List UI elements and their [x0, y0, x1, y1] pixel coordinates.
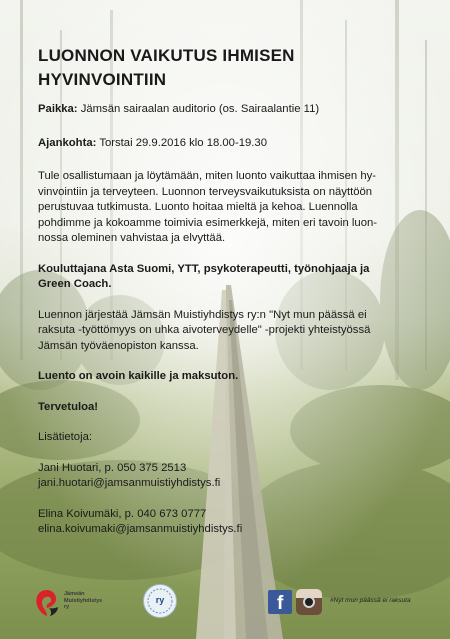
partner-badge: [143, 584, 177, 618]
contact-email[interactable]: elina.koivumaki@jamsanmuistiyhdistys.fi: [38, 523, 243, 535]
logo-line: Jämsän: [64, 591, 85, 597]
contact-email[interactable]: jani.huotari@jamsanmuistiyhdistys.fi: [38, 477, 221, 489]
logo-line: Muistiyhdistys: [64, 597, 103, 604]
time-label: Ajankohta:: [38, 136, 97, 149]
contact-name: Elina Koivumäki, p. 040 673 0777: [38, 507, 207, 520]
contact-1: [38, 461, 416, 492]
badge-label: ry: [155, 595, 165, 605]
description-line: pohdimme ja kokoamme toimivia esimerkkejä, miten eri tavoin luon-: [38, 216, 378, 229]
instagram-lens: [303, 596, 315, 608]
organizer-info: [38, 308, 416, 355]
description-line: Tule osallistumaan ja löytämään, miten luonto vaikuttaa ihmisen hy-: [38, 170, 377, 182]
description-line: nossa oleminen vahvistaa ja elvyttää.: [38, 232, 226, 244]
time-value: Torstai 29.9.2016 klo 18.00-19.30: [99, 136, 268, 149]
trainer-info: [38, 262, 416, 293]
description-line: vinvointiin ja terveyteen. Luonnon terveysvaikutuksista on näyttöön: [38, 185, 373, 198]
time-info: [38, 136, 416, 152]
title-line-1: LUONNON VAIKUTUS IHMISEN: [38, 46, 295, 65]
contact-name: Jani Huotari, p. 050 375 2513: [38, 461, 187, 474]
instagram-icon[interactable]: [296, 589, 322, 615]
place-info: [38, 102, 416, 118]
facebook-glyph: f: [277, 593, 284, 614]
organizer-line: Luennon järjestää Jämsän Muistiyhdistys ry:n "Nyt mun päässä ei: [38, 308, 367, 321]
facebook-icon[interactable]: [268, 590, 292, 614]
contact-2: [38, 507, 416, 538]
place-value: Jämsän sairaalan auditorio (os. Sairaalantie 11): [80, 103, 320, 115]
logo-line: ry: [64, 604, 70, 610]
trainer-line: Kouluttajana Asta Suomi, YTT, psykoterapeutti, työnohjaaja ja: [38, 262, 370, 275]
title-line-2: HYVINVOINTIIN: [38, 70, 167, 89]
hashtag-tagline: #Nyt mun päässä ei raksuta: [330, 597, 411, 604]
trainer-line: Green Coach.: [38, 278, 112, 290]
event-content: [38, 44, 416, 538]
organizer-line: Jämsän työväenopiston kanssa.: [38, 339, 199, 352]
free-note: Luento on avoin kaikille ja maksuton.: [38, 370, 239, 382]
logo-org-name: [64, 591, 102, 611]
description-line: perustuvaa tutkimusta. Luonto hoitaa mieltä ja kehoa. Luennolla: [38, 201, 358, 213]
description: [38, 169, 416, 247]
organizer-line: raksuta -työttömyys on uhka aivoterveydelle" -projekti yhteistyössä: [38, 324, 371, 336]
welcome-text: Tervetuloa!: [38, 400, 99, 413]
org-logo: [34, 586, 124, 620]
memory-association-logo-icon: [34, 588, 60, 618]
more-info-label: Lisätietoja:: [38, 431, 93, 443]
place-label: Paikka:: [38, 103, 78, 115]
page-title: [38, 44, 416, 92]
